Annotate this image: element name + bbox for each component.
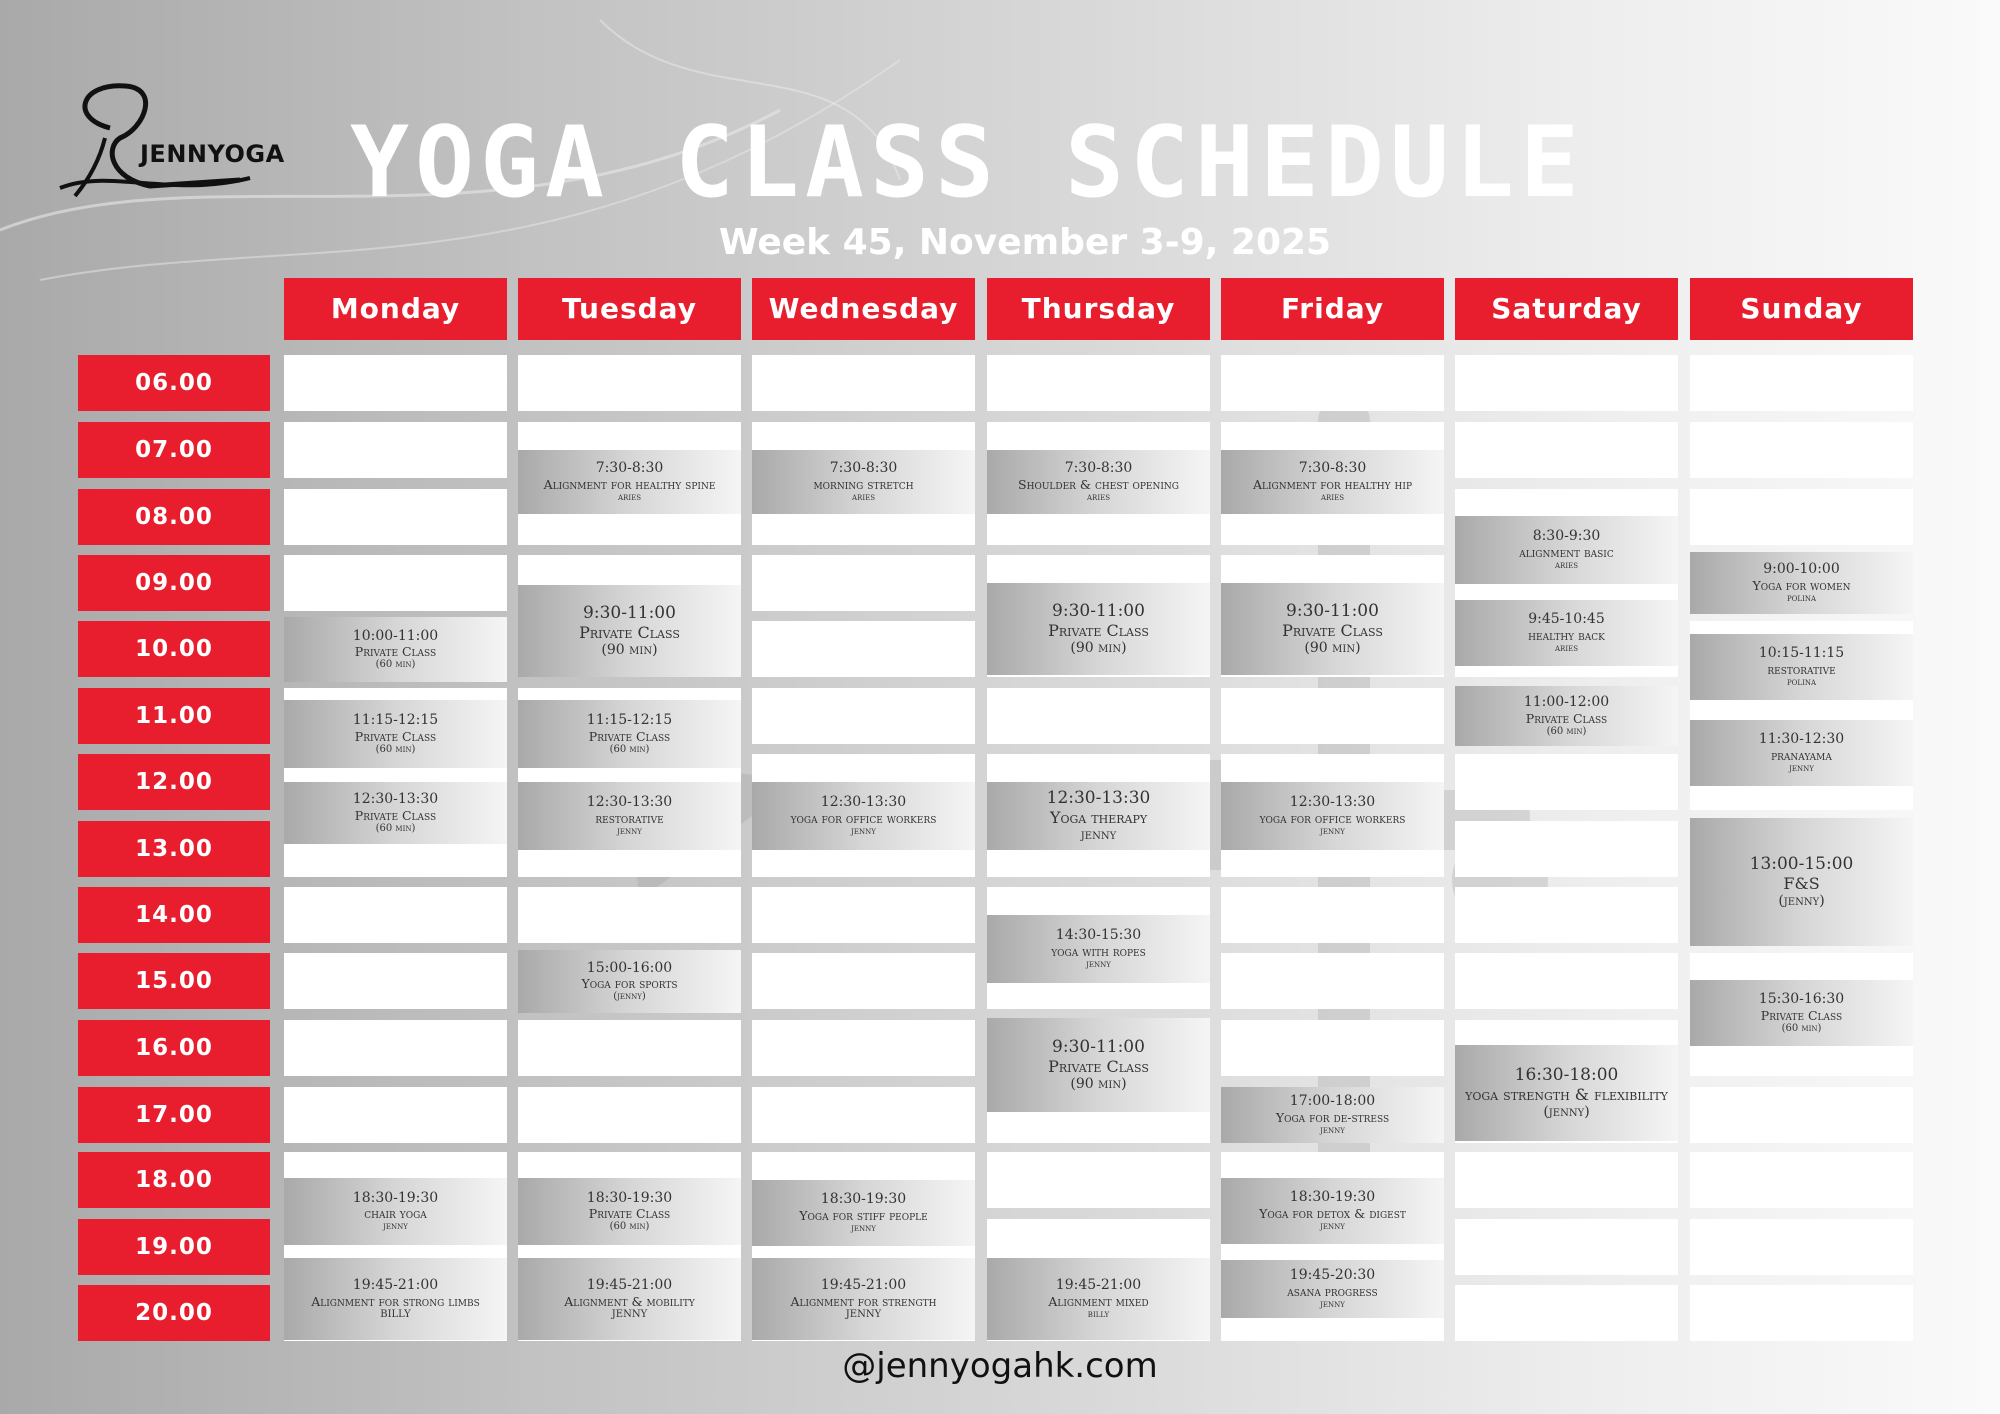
class-instructor: (60 min) (609, 743, 650, 755)
class-name: Private Class (579, 623, 680, 643)
class-instructor: (jenny) (613, 991, 646, 1003)
class-block-sun-4[interactable] (1690, 818, 1913, 946)
class-block-sun-1[interactable] (1690, 552, 1913, 614)
class-time: 11:30-12:30 (1758, 731, 1845, 748)
schedule-cell (1455, 821, 1678, 877)
class-block-sun-3[interactable] (1690, 720, 1913, 786)
schedule-cell (1455, 754, 1678, 810)
class-instructor: jenny (851, 1222, 876, 1234)
class-instructor: jenny (1320, 1220, 1345, 1232)
class-time: 10:15-11:15 (1758, 645, 1845, 662)
class-instructor: jenny (851, 825, 876, 837)
class-name: Alignment for healthy spine (543, 476, 716, 492)
class-time: 7:30-8:30 (829, 460, 898, 477)
class-name: morning stretch (813, 476, 914, 492)
class-block-thu-1[interactable] (987, 450, 1210, 514)
class-name: yoga for office workers (790, 810, 937, 826)
schedule-cell (1690, 422, 1913, 478)
class-instructor: jenny (1789, 762, 1814, 774)
class-name: F&S (1783, 874, 1820, 894)
time-label: 17.00 (78, 1087, 270, 1143)
class-instructor: (90 min) (1070, 1076, 1127, 1093)
class-time: 11:15-12:15 (586, 712, 673, 729)
time-label: 16.00 (78, 1020, 270, 1076)
schedule-cell (284, 355, 507, 411)
class-time: 19:45-21:00 (352, 1277, 439, 1294)
time-label: 14.00 (78, 887, 270, 943)
schedule-cell (1455, 355, 1678, 411)
class-time: 11:00-12:00 (1523, 694, 1610, 711)
class-time: 7:30-8:30 (1064, 460, 1133, 477)
class-time: 9:30-11:00 (583, 602, 676, 623)
class-block-wed-4[interactable] (752, 1258, 975, 1340)
class-block-tue-1[interactable] (518, 450, 741, 514)
schedule-cell (518, 887, 741, 943)
schedule-cell (284, 887, 507, 943)
time-label: 07.00 (78, 422, 270, 478)
class-instructor: jenny (1320, 1298, 1345, 1310)
class-time: 7:30-8:30 (595, 460, 664, 477)
time-label: 09.00 (78, 555, 270, 611)
class-instructor: (60 min) (375, 743, 416, 755)
class-block-tue-4[interactable] (518, 782, 741, 850)
class-name: Yoga for sports (581, 976, 678, 992)
class-instructor: jenny (1086, 958, 1111, 970)
class-name: Yoga for women (1752, 577, 1851, 593)
schedule-cell (284, 489, 507, 545)
class-time: 15:30-16:30 (1758, 991, 1845, 1008)
schedule-cell (518, 1020, 741, 1076)
class-name: Yoga therapy (1049, 808, 1148, 828)
class-instructor: (jenny) (1778, 893, 1825, 910)
schedule-cell (518, 1087, 741, 1143)
class-instructor: polina (1786, 592, 1817, 604)
class-time: 12:30-13:30 (586, 794, 673, 811)
class-block-fri-4[interactable] (1221, 1087, 1444, 1143)
class-instructor: (jenny) (1543, 1104, 1590, 1121)
class-name: restorative (1767, 661, 1836, 677)
class-block-sat-4[interactable] (1455, 1045, 1678, 1141)
class-block-thu-4[interactable] (987, 915, 1210, 983)
class-instructor: (90 min) (1304, 640, 1361, 657)
time-label: 12.00 (78, 754, 270, 810)
class-name: Yoga for detox & digest (1259, 1205, 1406, 1221)
class-instructor: (60 min) (1546, 725, 1587, 737)
class-name: Alignment & mobility (564, 1293, 695, 1309)
class-instructor: (90 min) (601, 642, 658, 659)
class-time: 12:30-13:30 (820, 794, 907, 811)
brand-name: JENNYOGA (140, 140, 285, 168)
class-block-sat-1[interactable] (1455, 516, 1678, 584)
schedule-cell (987, 1152, 1210, 1208)
class-block-tue-6[interactable] (518, 1178, 741, 1245)
class-time: 18:30-19:30 (586, 1189, 673, 1206)
time-label: 11.00 (78, 688, 270, 744)
class-time: 13:00-15:00 (1749, 853, 1854, 874)
schedule-cell (1455, 422, 1678, 478)
day-header-wednesday: Wednesday (752, 278, 975, 340)
class-block-mon-1[interactable] (284, 617, 507, 682)
class-block-sat-3[interactable] (1455, 686, 1678, 746)
class-name: yoga strength & flexibility (1465, 1085, 1668, 1105)
class-instructor: aries (1555, 642, 1578, 654)
class-instructor: jenny (1320, 1124, 1345, 1136)
class-block-fri-3[interactable] (1221, 782, 1444, 850)
class-name: Alignment for strong limbs (311, 1293, 480, 1309)
class-instructor: aries (1321, 491, 1344, 503)
schedule-cell (518, 355, 741, 411)
schedule-cell (1690, 1087, 1913, 1143)
schedule-cell (1690, 1219, 1913, 1275)
class-time: 11:15-12:15 (352, 712, 439, 729)
schedule-cell (1221, 355, 1444, 411)
page-title: YOGA CLASS SCHEDULE (350, 106, 1586, 220)
class-instructor: (60 min) (1781, 1022, 1822, 1034)
class-name: pranayama (1771, 747, 1832, 763)
class-time: 12:30-13:30 (1289, 794, 1376, 811)
time-label: 19.00 (78, 1219, 270, 1275)
class-name: alignment basic (1519, 544, 1614, 560)
class-name: Private Class (354, 728, 437, 744)
class-instructor: (90 min) (1070, 640, 1127, 657)
time-label: 15.00 (78, 953, 270, 1009)
schedule-cell (1455, 1285, 1678, 1341)
time-label: 18.00 (78, 1152, 270, 1208)
class-name: Shoulder & chest opening (1018, 476, 1179, 492)
time-label: 06.00 (78, 355, 270, 411)
class-name: Private Class (588, 1206, 671, 1222)
schedule-cell (284, 1087, 507, 1143)
class-time: 14:30-15:30 (1055, 927, 1142, 944)
schedule-cell (1221, 953, 1444, 1009)
schedule-cell (1221, 887, 1444, 943)
class-time: 19:45-21:00 (820, 1277, 907, 1294)
day-header-monday: Monday (284, 278, 507, 340)
schedule-subtitle: Week 45, November 3-9, 2025 (718, 222, 1332, 263)
class-time: 19:45-21:00 (586, 1277, 673, 1294)
class-block-thu-2[interactable] (987, 583, 1210, 675)
class-instructor: JENNY (611, 1308, 648, 1320)
schedule-cell (1455, 1152, 1678, 1208)
day-header-sunday: Sunday (1690, 278, 1913, 340)
website-link[interactable]: @jennyogahk.com (842, 1346, 1158, 1386)
class-time: 19:45-20:30 (1289, 1267, 1376, 1284)
class-instructor: BILLY (380, 1308, 411, 1320)
schedule-cell (752, 1020, 975, 1076)
class-block-tue-3[interactable] (518, 700, 741, 768)
class-name: Private Class (1048, 1057, 1149, 1077)
schedule-cell (1455, 953, 1678, 1009)
class-time: 18:30-19:30 (820, 1191, 907, 1208)
class-instructor: jenny (383, 1221, 408, 1233)
day-header-thursday: Thursday (987, 278, 1210, 340)
class-name: healthy back (1528, 627, 1605, 643)
class-block-tue-5[interactable] (518, 950, 741, 1013)
class-time: 15:00-16:00 (586, 959, 673, 976)
class-name: Private Class (1525, 710, 1608, 726)
schedule-cell (752, 1087, 975, 1143)
class-block-thu-3[interactable] (987, 782, 1210, 850)
class-block-wed-1[interactable] (752, 450, 975, 514)
class-time: 19:45-21:00 (1055, 1277, 1142, 1294)
class-block-sun-2[interactable] (1690, 634, 1913, 700)
class-name: yoga for office workers (1259, 810, 1406, 826)
schedule-cell (284, 422, 507, 478)
class-name: Private Class (354, 807, 437, 823)
class-time: 18:30-19:30 (1289, 1189, 1376, 1206)
class-block-tue-2[interactable] (518, 585, 741, 677)
class-block-mon-3[interactable] (284, 782, 507, 844)
schedule-cell (752, 555, 975, 611)
class-instructor: jenny (617, 825, 642, 837)
class-name: yoga with ropes (1051, 943, 1146, 959)
class-time: 9:30-11:00 (1286, 600, 1379, 621)
class-name: Alignment for strength (790, 1293, 937, 1309)
schedule-cell (752, 953, 975, 1009)
class-instructor: billy (1087, 1308, 1110, 1320)
class-block-thu-5[interactable] (987, 1018, 1210, 1112)
class-time: 9:30-11:00 (1052, 1036, 1145, 1057)
class-time: 9:30-11:00 (1052, 600, 1145, 621)
class-block-fri-1[interactable] (1221, 450, 1444, 514)
schedule-cell (1690, 489, 1913, 545)
schedule-cell (752, 355, 975, 411)
class-block-fri-5[interactable] (1221, 1178, 1444, 1244)
class-name: Private Class (354, 644, 437, 660)
class-name: asana progress (1287, 1283, 1378, 1299)
schedule-cell (987, 355, 1210, 411)
time-label: 20.00 (78, 1285, 270, 1341)
class-time: 10:00-11:00 (352, 627, 439, 644)
schedule-cell (284, 555, 507, 611)
class-block-mon-5[interactable] (284, 1258, 507, 1340)
class-name: Yoga for de-stress (1275, 1109, 1390, 1125)
class-time: 17:00-18:00 (1289, 1093, 1376, 1110)
class-name: Private Class (1048, 621, 1149, 641)
class-time: 8:30-9:30 (1532, 528, 1601, 545)
schedule-cell (752, 887, 975, 943)
class-block-wed-3[interactable] (752, 1180, 975, 1246)
class-instructor: polina (1786, 676, 1817, 688)
class-block-tue-7[interactable] (518, 1258, 741, 1340)
class-instructor: (60 min) (375, 822, 416, 834)
class-name: Alignment for healthy hip (1252, 476, 1413, 492)
schedule-cell (1455, 1219, 1678, 1275)
class-block-mon-2[interactable] (284, 700, 507, 768)
schedule-cell (1221, 688, 1444, 744)
class-block-thu-6[interactable] (987, 1258, 1210, 1340)
day-header-friday: Friday (1221, 278, 1444, 340)
schedule-cell (284, 953, 507, 1009)
time-label: 13.00 (78, 821, 270, 877)
class-name: Alignment mixed (1048, 1293, 1149, 1309)
class-name: Private Class (588, 728, 671, 744)
schedule-cell (284, 1020, 507, 1076)
class-instructor: aries (1087, 491, 1110, 503)
class-time: 12:30-13:30 (1046, 787, 1151, 808)
schedule-cell (752, 621, 975, 677)
class-block-sat-2[interactable] (1455, 600, 1678, 666)
class-name: Private Class (1282, 621, 1383, 641)
time-label: 10.00 (78, 621, 270, 677)
class-block-fri-2[interactable] (1221, 583, 1444, 675)
day-header-tuesday: Tuesday (518, 278, 741, 340)
class-instructor: (60 min) (375, 659, 416, 671)
class-name: Private Class (1760, 1007, 1843, 1023)
class-instructor: aries (852, 491, 875, 503)
class-instructor: jenny (1320, 825, 1345, 837)
class-time: 16:30-18:00 (1514, 1064, 1619, 1085)
class-time: 7:30-8:30 (1298, 460, 1367, 477)
class-instructor: JENNY (845, 1308, 882, 1320)
day-header-saturday: Saturday (1455, 278, 1678, 340)
schedule-cell (1690, 1285, 1913, 1341)
class-name: chair yoga (364, 1206, 427, 1222)
class-time: 9:00-10:00 (1763, 561, 1840, 578)
class-instructor: jenny (1080, 827, 1117, 844)
class-block-wed-2[interactable] (752, 782, 975, 850)
class-instructor: (60 min) (609, 1221, 650, 1233)
class-time: 12:30-13:30 (352, 791, 439, 808)
class-instructor: aries (618, 491, 641, 503)
schedule-cell (987, 688, 1210, 744)
time-label: 08.00 (78, 489, 270, 545)
schedule-cell (1690, 1152, 1913, 1208)
class-block-mon-4[interactable] (284, 1178, 507, 1245)
class-name: Yoga for stiff people (799, 1207, 928, 1223)
class-name: restorative (595, 810, 664, 826)
schedule-cell (1455, 887, 1678, 943)
class-instructor: aries (1555, 559, 1578, 571)
class-block-sun-5[interactable] (1690, 980, 1913, 1046)
class-time: 9:45-10:45 (1528, 611, 1605, 628)
schedule-cell (752, 688, 975, 744)
schedule-cell (1221, 1020, 1444, 1076)
class-time: 18:30-19:30 (352, 1189, 439, 1206)
schedule-cell (1690, 355, 1913, 411)
class-block-fri-6[interactable] (1221, 1260, 1444, 1318)
